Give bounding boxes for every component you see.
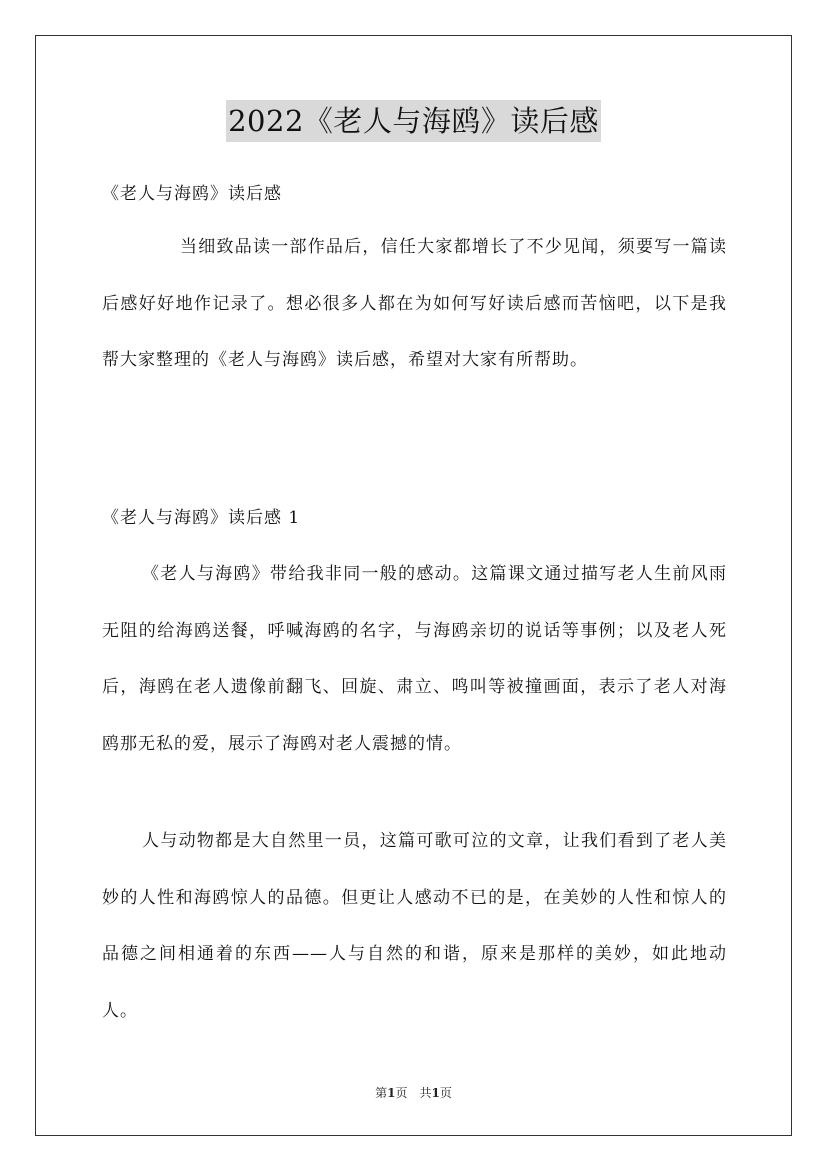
section-heading: 《老人与海鸥》读后感 1: [102, 508, 301, 528]
footer-page-prefix: 第: [375, 1086, 388, 1100]
footer-page-number: 1: [387, 1086, 396, 1100]
footer-total-pages: 1: [431, 1086, 440, 1100]
document-title: 2022《老人与海鸥》读后感: [226, 100, 601, 142]
intro-paragraph: 当细致品读一部作品后，信任大家都增长了不少见闻，须要写一篇读后感好好地作记录了。想必很多人都在为如何写好读后感而苦恼吧，以下是我帮大家整理的《老人与海鸥》读后感，希望对大家有所帮助。: [102, 237, 727, 370]
footer-page-suffix: 页: [439, 1086, 452, 1100]
body-paragraph-1: 《老人与海鸥》带给我非同一般的感动。这篇课文通过描写老人生前风雨无阻的给海鸥送餐，呼喊海鸥的名字，与海鸥亲切的说话等事例；以及老人死后，海鸥在老人遗像前翻飞、回旋、肃立、鸣叫等被撞画面，表示了老人对海鸥那无私的爱，展示了海鸥对老人震撼的情。: [102, 564, 727, 754]
page-footer: [0, 1084, 827, 1101]
document-subtitle: 《老人与海鸥》读后感: [102, 184, 282, 204]
body-paragraph-2: 人与动物都是大自然里一员，这篇可歌可泣的文章，让我们看到了老人美妙的人性和海鸥惊人的品德。但更让人感动不已的是，在美妙的人性和惊人的品德之间相通着的东西——人与自然的和谐，原来是那样的美妙，如此地动人。: [102, 831, 727, 1021]
footer-page-mid: 页 共: [395, 1086, 432, 1100]
document-title-block: [0, 100, 827, 142]
